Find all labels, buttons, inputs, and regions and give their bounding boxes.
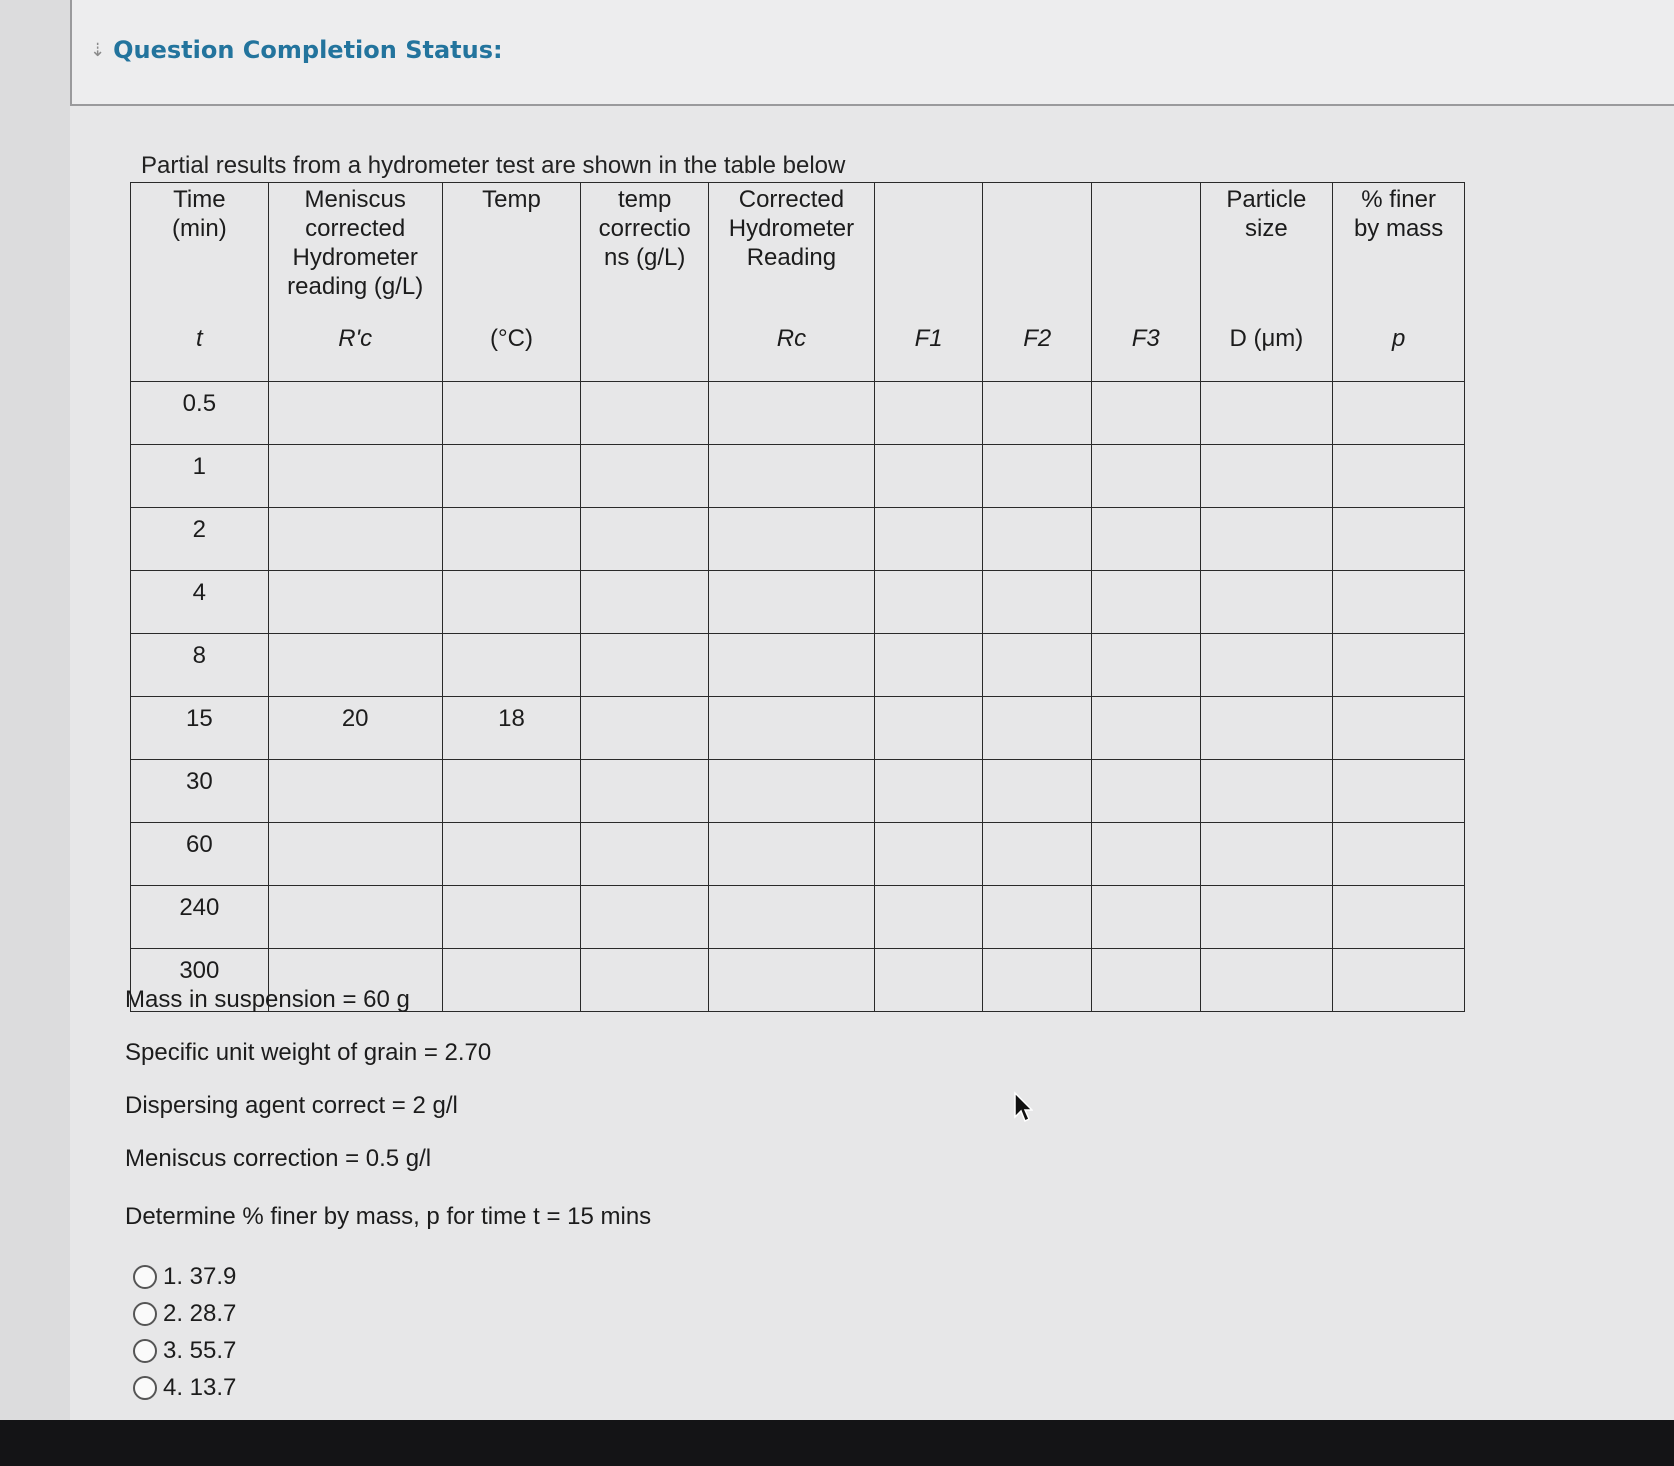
table-cell <box>1091 445 1200 508</box>
table-row <box>131 508 1465 571</box>
table-cell: 0.5 <box>131 382 269 445</box>
table-cell <box>983 886 1092 949</box>
header-f2 <box>983 183 1092 382</box>
table-cell <box>1333 508 1465 571</box>
table-cell <box>983 760 1092 823</box>
table-row <box>131 697 1465 760</box>
table-cell <box>442 760 581 823</box>
table-cell <box>983 949 1092 1012</box>
table-cell <box>709 445 875 508</box>
table-cell: 15 <box>131 697 269 760</box>
table-cell <box>983 634 1092 697</box>
table-cell <box>709 697 875 760</box>
fact-mass-suspension: Mass in suspension = 60 g <box>125 986 410 1013</box>
table-cell <box>709 949 875 1012</box>
header-symbol: F3 <box>1131 325 1160 352</box>
table-cell: 2 <box>131 508 269 571</box>
table-cell <box>268 445 442 508</box>
header-symbol: p <box>1391 325 1406 352</box>
table-cell <box>581 508 709 571</box>
table-cell <box>709 571 875 634</box>
table-row <box>131 382 1465 445</box>
table-cell <box>1200 949 1333 1012</box>
table-cell: 300 <box>131 949 269 1012</box>
header-label <box>875 183 983 185</box>
table-cell: 20 <box>268 697 442 760</box>
header-temp-corrections <box>581 183 709 382</box>
option-label: 3. 55.7 <box>163 1336 237 1364</box>
table-cell <box>874 886 983 949</box>
chevron-down-icon[interactable]: ⇣ <box>90 39 106 61</box>
table-cell <box>709 634 875 697</box>
header-label: temp correctio ns (g/L) <box>598 186 691 271</box>
table-cell <box>581 634 709 697</box>
table-cell: 1 <box>131 445 269 508</box>
table-cell <box>709 823 875 886</box>
header-time <box>131 183 269 382</box>
table-cell <box>1200 571 1333 634</box>
header-f1 <box>874 183 983 382</box>
answer-options <box>133 1258 236 1406</box>
question-completion-status[interactable] <box>90 36 503 64</box>
table-cell <box>581 445 709 508</box>
table-cell <box>874 634 983 697</box>
table-cell <box>1091 697 1200 760</box>
table-cell <box>1200 382 1333 445</box>
header-percent-finer <box>1333 183 1465 382</box>
hydrometer-table <box>130 182 1465 1012</box>
table-cell <box>1333 886 1465 949</box>
left-margin <box>0 0 70 1420</box>
table-cell <box>1200 697 1333 760</box>
answer-option-1[interactable] <box>133 1258 236 1295</box>
table-cell <box>581 760 709 823</box>
screen-bezel <box>0 1420 1674 1466</box>
table-cell <box>1333 949 1465 1012</box>
fact-dispersing-agent: Dispersing agent correct = 2 g/l <box>125 1092 458 1119</box>
table-cell <box>1333 760 1465 823</box>
table-cell: 8 <box>131 634 269 697</box>
header-symbol: t <box>196 325 203 352</box>
table-cell <box>442 634 581 697</box>
table-cell <box>1091 823 1200 886</box>
table-cell <box>268 382 442 445</box>
table-cell <box>1200 445 1333 508</box>
table-cell <box>442 823 581 886</box>
table-cell <box>983 823 1092 886</box>
header-f3 <box>1091 183 1200 382</box>
header-symbol: F2 <box>1023 325 1052 352</box>
table-cell <box>581 823 709 886</box>
table-row <box>131 634 1465 697</box>
table-header-row <box>131 183 1465 382</box>
table-cell <box>442 571 581 634</box>
table-cell <box>1091 760 1200 823</box>
header-label: Corrected Hydrometer Reading <box>728 186 855 271</box>
table-cell <box>874 949 983 1012</box>
table-cell <box>1091 886 1200 949</box>
table-cell <box>581 886 709 949</box>
table-row <box>131 445 1465 508</box>
answer-option-3[interactable] <box>133 1332 236 1369</box>
table-cell <box>1200 508 1333 571</box>
table-cell <box>442 445 581 508</box>
header-label: Temp <box>482 186 541 213</box>
table-cell <box>983 571 1092 634</box>
header-temp <box>442 183 581 382</box>
table-cell <box>874 760 983 823</box>
given-values <box>125 986 491 1198</box>
table-cell <box>1091 949 1200 1012</box>
table-cell <box>442 886 581 949</box>
table-cell <box>874 382 983 445</box>
table-row <box>131 571 1465 634</box>
status-header-label: Question Completion Status: <box>113 36 503 64</box>
table-cell <box>1200 760 1333 823</box>
header-symbol: D (μm) <box>1229 325 1304 352</box>
radio-button[interactable] <box>133 1302 157 1326</box>
table-cell <box>1200 823 1333 886</box>
table-cell: 18 <box>442 697 581 760</box>
table-cell <box>1200 886 1333 949</box>
option-label: 4. 13.7 <box>163 1373 237 1401</box>
table-cell <box>1091 382 1200 445</box>
table-cell <box>581 571 709 634</box>
header-label: Time (min) <box>172 186 227 242</box>
header-label: Meniscus corrected Hydrometer reading (g/L) <box>287 186 424 300</box>
table-cell <box>581 949 709 1012</box>
table-cell <box>1333 445 1465 508</box>
answer-option-4[interactable] <box>133 1369 236 1406</box>
table-cell <box>1333 634 1465 697</box>
table-cell <box>1091 571 1200 634</box>
table-cell: 30 <box>131 760 269 823</box>
table-cell <box>1091 508 1200 571</box>
table-cell <box>709 382 875 445</box>
header-particle-size <box>1200 183 1333 382</box>
header-symbol: Rc <box>776 325 807 352</box>
table-row <box>131 760 1465 823</box>
table-cell <box>874 823 983 886</box>
table-cell <box>874 697 983 760</box>
header-symbol: F1 <box>914 325 943 352</box>
header-label <box>1092 183 1200 185</box>
radio-button[interactable] <box>133 1265 157 1289</box>
table-cell <box>1333 571 1465 634</box>
header-corrected-reading <box>709 183 875 382</box>
table-cell <box>268 571 442 634</box>
table-cell: 240 <box>131 886 269 949</box>
table-cell <box>268 508 442 571</box>
question-prompt: Determine % finer by mass, p for time t = 15 mins <box>125 1203 652 1230</box>
table-cell <box>1333 823 1465 886</box>
table-cell <box>1333 697 1465 760</box>
table-cell <box>874 571 983 634</box>
table-cell <box>581 697 709 760</box>
table-cell <box>983 445 1092 508</box>
table-cell <box>874 508 983 571</box>
header-label: % finer by mass <box>1353 186 1444 242</box>
table-cell <box>581 382 709 445</box>
option-label: 1. 37.9 <box>163 1262 237 1290</box>
table-cell <box>268 634 442 697</box>
answer-option-2[interactable] <box>133 1295 236 1332</box>
table-cell <box>1200 634 1333 697</box>
table-cell <box>268 886 442 949</box>
table-intro: Partial results from a hydrometer test are shown in the table below <box>141 152 846 179</box>
table-cell <box>268 760 442 823</box>
table-cell: 4 <box>131 571 269 634</box>
header-meniscus-reading <box>268 183 442 382</box>
table-cell: 60 <box>131 823 269 886</box>
table-cell <box>709 886 875 949</box>
table-cell <box>874 445 983 508</box>
table-cell <box>983 697 1092 760</box>
table-cell <box>442 382 581 445</box>
table-cell <box>1333 382 1465 445</box>
table-cell <box>983 508 1092 571</box>
mouse-cursor-icon <box>1013 1091 1033 1123</box>
radio-button[interactable] <box>133 1376 157 1400</box>
fact-meniscus-correction: Meniscus correction = 0.5 g/l <box>125 1145 432 1172</box>
table-cell <box>983 382 1092 445</box>
header-symbol: R'c <box>338 325 373 352</box>
table-cell <box>1091 634 1200 697</box>
header-label: Particle size <box>1226 186 1307 242</box>
option-label: 2. 28.7 <box>163 1299 237 1327</box>
table-row <box>131 823 1465 886</box>
fact-specific-weight: Specific unit weight of grain = 2.70 <box>125 1039 492 1066</box>
header-label <box>983 183 1091 185</box>
header-symbol: (°C) <box>490 325 533 352</box>
table-cell <box>709 760 875 823</box>
radio-button[interactable] <box>133 1339 157 1363</box>
table-cell <box>709 508 875 571</box>
table-cell <box>268 823 442 886</box>
table-row <box>131 886 1465 949</box>
table-cell <box>442 508 581 571</box>
